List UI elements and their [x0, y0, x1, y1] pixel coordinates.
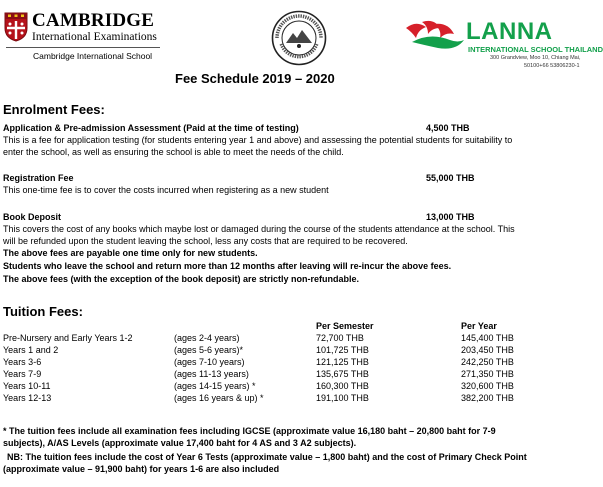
age-range: (ages 2-4 years) [174, 333, 240, 343]
table-row [3, 393, 563, 405]
tuition-footnote-2: NB: The tuition fees include the cost of Year 6 Tests (approximate value – 1,800 baht) and the cost of Primary Check Point [7, 452, 527, 462]
book-deposit-desc-2: will be refunded upon the student leaving the school, less any costs that are required to be recovered. [3, 236, 408, 246]
association-seal-icon [271, 10, 327, 66]
lanna-logo-icon [404, 18, 466, 54]
year-level: Pre-Nursery and Early Years 1-2 [3, 333, 133, 343]
semester-fee: 191,100 THB [316, 393, 369, 403]
tuition-footnote-1-cont: subjects), A/AS Levels (approximate value 17,400 baht for 4 AS and 3 A2 subjects). [3, 438, 357, 448]
semester-fee: 121,125 THB [316, 357, 369, 367]
cambridge-name: CAMBRIDGE [32, 10, 155, 31]
age-range: (ages 16 years & up) * [174, 393, 264, 403]
annual-fee: 271,350 THB [461, 369, 514, 379]
annual-fee: 203,450 THB [461, 345, 514, 355]
semester-fee: 160,300 THB [316, 381, 369, 391]
annual-fee: 320,600 THB [461, 381, 514, 391]
book-deposit-label: Book Deposit [3, 212, 62, 222]
tuition-table [3, 321, 563, 405]
semester-fee: 72,700 THB [316, 333, 364, 343]
lanna-name: LANNA [466, 18, 553, 45]
enrolment-note: The above fees (with the exception of the book deposit) are strictly non-refundable. [3, 274, 360, 284]
enrolment-note: The above fees are payable one time only for new students. [3, 248, 258, 258]
tuition-footnote-1: * The tuition fees include all examination fees including IGCSE (approximate value 16,180 baht – 20,800 baht for 7-9 [3, 426, 496, 436]
enrolment-note: Students who leave the school and return more than 12 months after leaving will re-incur the above fees. [3, 261, 452, 271]
book-deposit-amount: 13,000 THB [426, 212, 475, 222]
page-title: Fee Schedule 2019 – 2020 [175, 71, 335, 86]
cambridge-school-label: Cambridge International School [33, 51, 153, 61]
application-fee-desc-1: This is a fee for application testing (for students entering year 1 and above) and assessing the potential students for suitability to [3, 135, 513, 145]
cambridge-crest-icon [4, 12, 28, 42]
cambridge-subtitle: International Examinations [32, 31, 157, 43]
annual-fee: 382,200 THB [461, 393, 514, 403]
enrolment-heading: Enrolment Fees: [3, 102, 105, 117]
lanna-address: 300 Grandview, Moo 10, Chiang Mai, [490, 55, 581, 61]
age-range: (ages 14-15 years) * [174, 381, 256, 391]
book-deposit-desc-1: This covers the cost of any books which maybe lost or damaged during the course of the students attendance at the school. This [3, 224, 515, 234]
column-header-semester: Per Semester [316, 321, 374, 331]
semester-fee: 135,675 THB [316, 369, 369, 379]
age-range: (ages 7-10 years) [174, 357, 245, 367]
lanna-phone: 50100+66 53806230-1 [524, 63, 580, 69]
semester-fee: 101,725 THB [316, 345, 369, 355]
age-range: (ages 5-6 years)* [174, 345, 244, 355]
year-level: Years 10-11 [3, 381, 51, 391]
lanna-subtitle: INTERNATIONAL SCHOOL THAILAND [468, 45, 603, 54]
tuition-heading: Tuition Fees: [3, 304, 83, 319]
cambridge-divider [6, 47, 160, 48]
application-fee-label: Application & Pre-admission Assessment (Paid at the time of testing) [3, 123, 299, 133]
year-level: Years 7-9 [3, 369, 42, 379]
table-row [3, 357, 563, 369]
column-header-year: Per Year [461, 321, 497, 331]
registration-fee-label: Registration Fee [3, 173, 74, 183]
table-row [3, 369, 563, 381]
table-row [3, 381, 563, 393]
application-fee-amount: 4,500 THB [426, 123, 470, 133]
application-fee-desc-2: enter the school, as well as ensuring the school is able to meet the needs of the child. [3, 147, 344, 157]
table-row [3, 333, 563, 345]
registration-fee-amount: 55,000 THB [426, 173, 475, 183]
year-level: Years 12-13 [3, 393, 52, 403]
registration-fee-desc: This one-time fee is to cover the costs incurred when registering as a new student [3, 185, 329, 195]
tuition-footnote-2-cont: (approximate value – 91,900 baht) for years 1-6 are also included [3, 464, 280, 474]
year-level: Years 1 and 2 [3, 345, 59, 355]
annual-fee: 242,250 THB [461, 357, 514, 367]
table-header-row [3, 321, 563, 333]
table-row [3, 345, 563, 357]
annual-fee: 145,400 THB [461, 333, 514, 343]
age-range: (ages 11-13 years) [174, 369, 249, 379]
year-level: Years 3-6 [3, 357, 42, 367]
